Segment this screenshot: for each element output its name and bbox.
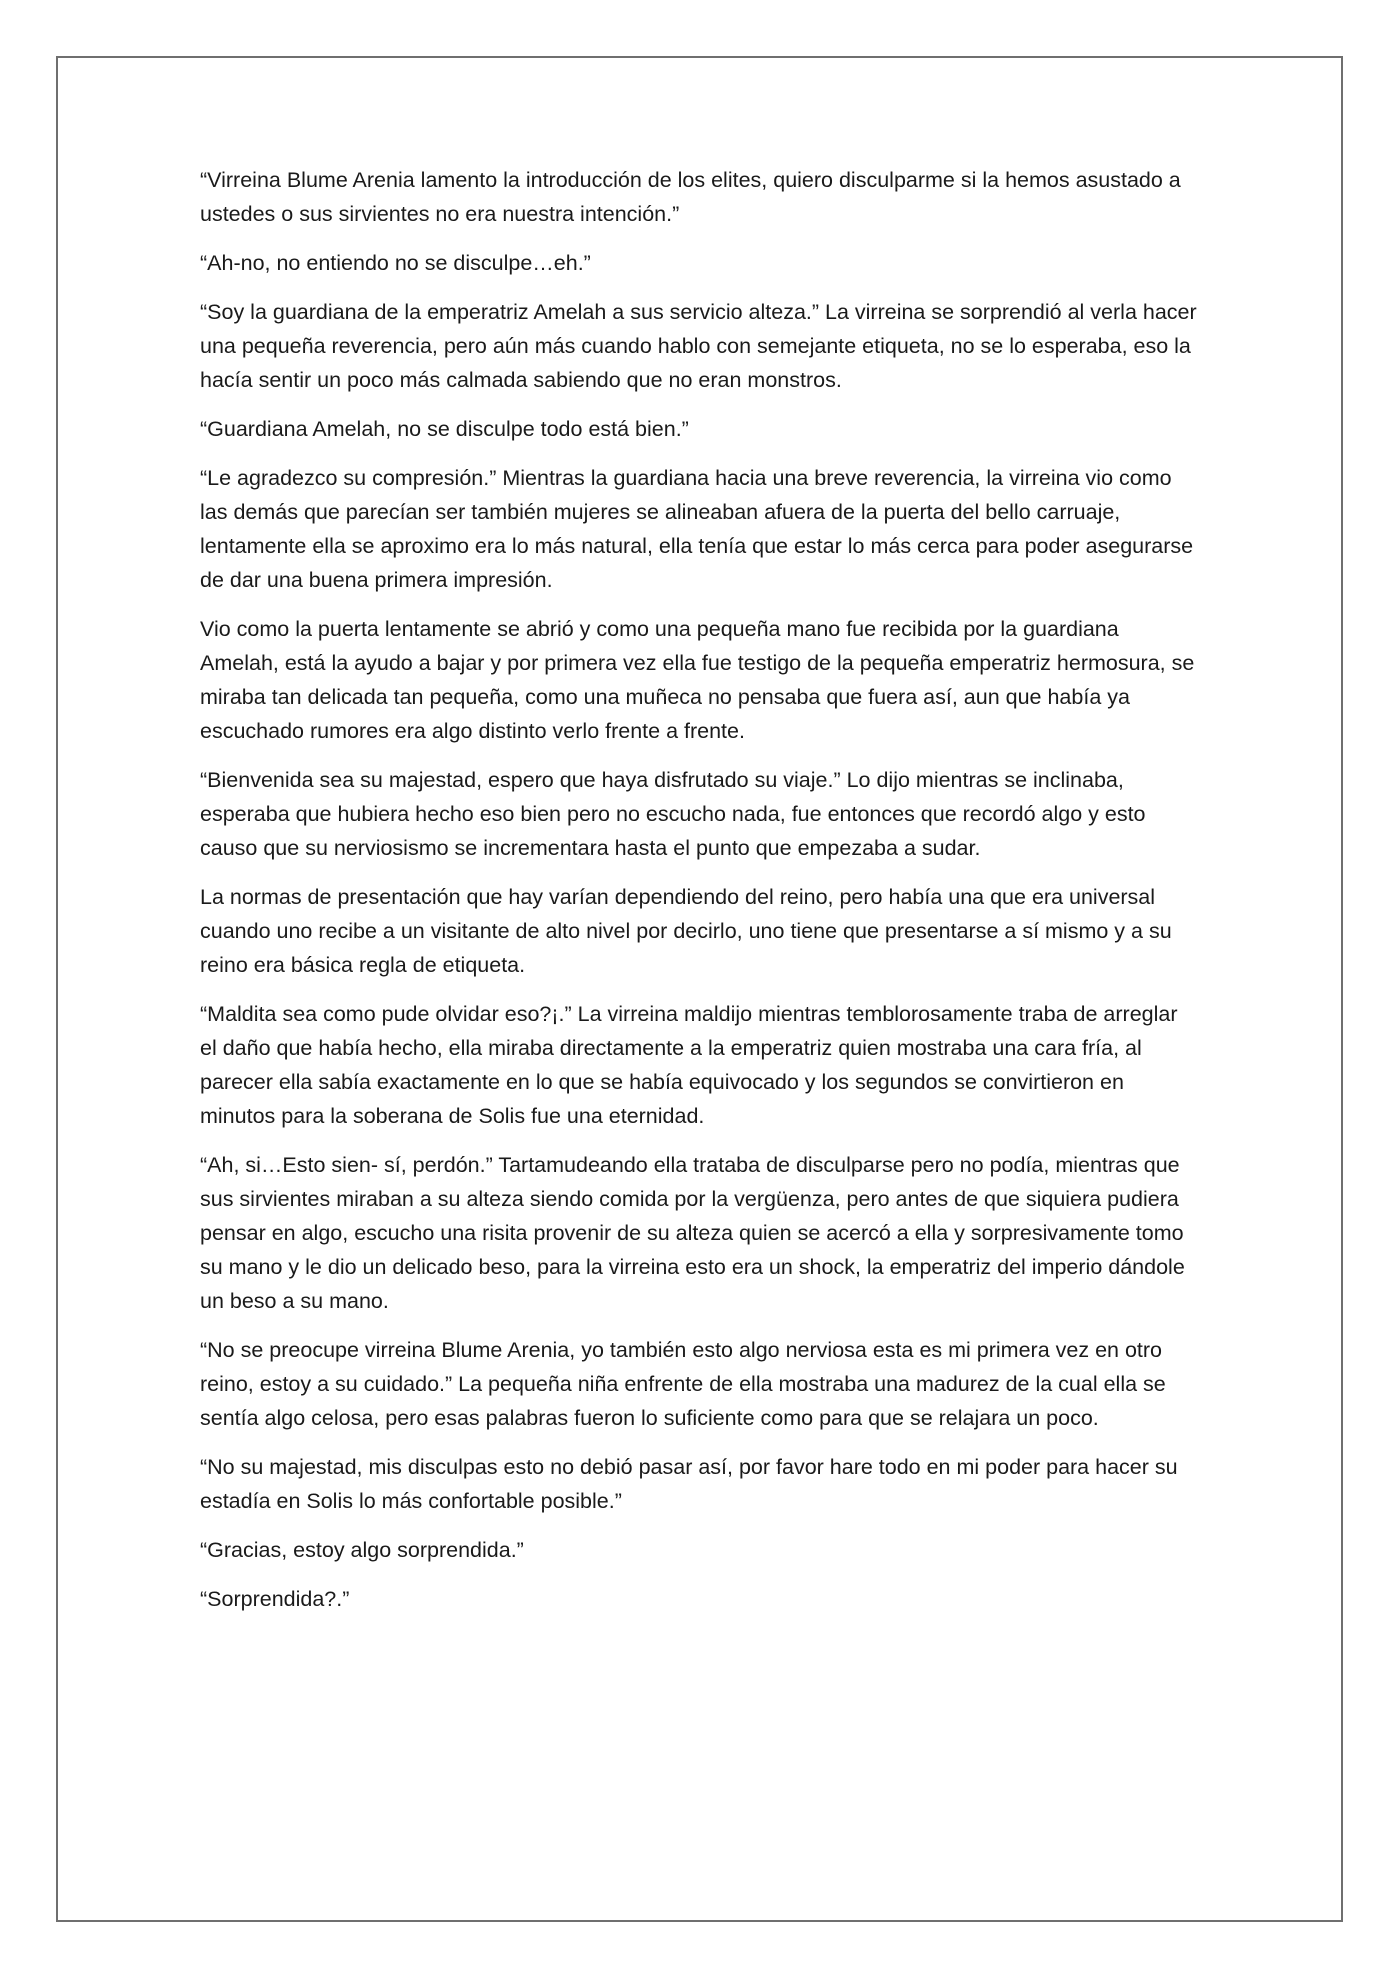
paragraph: “Soy la guardiana de la emperatriz Amelah a sus servicio alteza.” La virreina se sorprendió al verla hacer una pequeña reverencia, pero aún más cuando hablo con semejante etiqueta, no se lo esperaba, eso la hacía sentir un poco más calmada sabiendo que no eran monstros.	[200, 300, 1197, 392]
paragraph: “Ah, si…Esto sien- sí, perdón.” Tartamudeando ella trataba de disculparse pero no podía, mientras que sus sirvientes miraban a su alteza siendo comida por la vergüenza, pero antes de que siquiera pudiera pensar en algo, escucho una risita provenir de su alteza quien se acercó a ella y sorpresivamente tomo su mano y le dio un delicado beso, para la virreina esto era un shock, la emperatriz del imperio dándole un beso a su mano.	[200, 1153, 1185, 1313]
paragraph: “Bienvenida sea su majestad, espero que haya disfrutado su viaje.” Lo dijo mientras se inclinaba, esperaba que hubiera hecho eso bien pero no escucho nada, fue entonces que recordó algo y esto causo que su nerviosismo se incrementara hasta el punto que empezaba a sudar.	[200, 768, 1146, 860]
paragraph: “No se preocupe virreina Blume Arenia, yo también esto algo nerviosa esta es mi primera vez en otro reino, estoy a su cuidado.” La pequeña niña enfrente de ella mostraba una madurez de la cual ella se sentía algo celosa, pero esas palabras fueron lo suficiente como para que se relajara un poco.	[200, 1338, 1166, 1430]
paragraph: “No su majestad, mis disculpas esto no debió pasar así, por favor hare todo en mi poder para hacer su estadía en Solis lo más confortable posible.”	[200, 1455, 1178, 1513]
paragraph: “Maldita sea como pude olvidar eso?¡.” La virreina maldijo mientras temblorosamente traba de arreglar el daño que había hecho, ella miraba directamente a la emperatriz quien mostraba una cara fría, al parecer ella sabía exactamente en lo que se había equivocado y los segundos se convirtieron en minutos para la soberana de Solis fue una eternidad.	[200, 1002, 1178, 1128]
paragraph: Vio como la puerta lentamente se abrió y como una pequeña mano fue recibida por la guardiana Amelah, está la ayudo a bajar y por primera vez ella fue testigo de la pequeña emperatriz hermosura, se miraba tan delicada tan pequeña, como una muñeca no pensaba que fuera así, aun que había ya escuchado rumores era algo distinto verlo frente a frente.	[200, 617, 1195, 743]
paragraph: “Gracias, estoy algo sorprendida.”	[200, 1538, 524, 1562]
paragraph: “Virreina Blume Arenia lamento la introducción de los elites, quiero disculparme si la hemos asustado a ustedes o sus sirvientes no era nuestra intención.”	[200, 168, 1181, 226]
paragraph: “Le agradezco su compresión.” Mientras la guardiana hacia una breve reverencia, la virreina vio como las demás que parecían ser también mujeres se alineaban afuera de la puerta del bello carruaje, lentamente ella se aproximo era lo más natural, ella tenía que estar lo más cerca para poder asegurarse de dar una buena primera impresión.	[200, 466, 1194, 592]
paragraph: La normas de presentación que hay varían dependiendo del reino, pero había una que era universal cuando uno recibe a un visitante de alto nivel por decirlo, uno tiene que presentarse a sí mismo y a su reino era básica regla de etiqueta.	[200, 885, 1172, 977]
paragraph: “Ah-no, no entiendo no se disculpe…eh.”	[200, 251, 591, 275]
paragraph: “Sorprendida?.”	[200, 1587, 350, 1611]
document-body	[200, 163, 1200, 1631]
paragraph: “Guardiana Amelah, no se disculpe todo está bien.”	[200, 417, 689, 441]
